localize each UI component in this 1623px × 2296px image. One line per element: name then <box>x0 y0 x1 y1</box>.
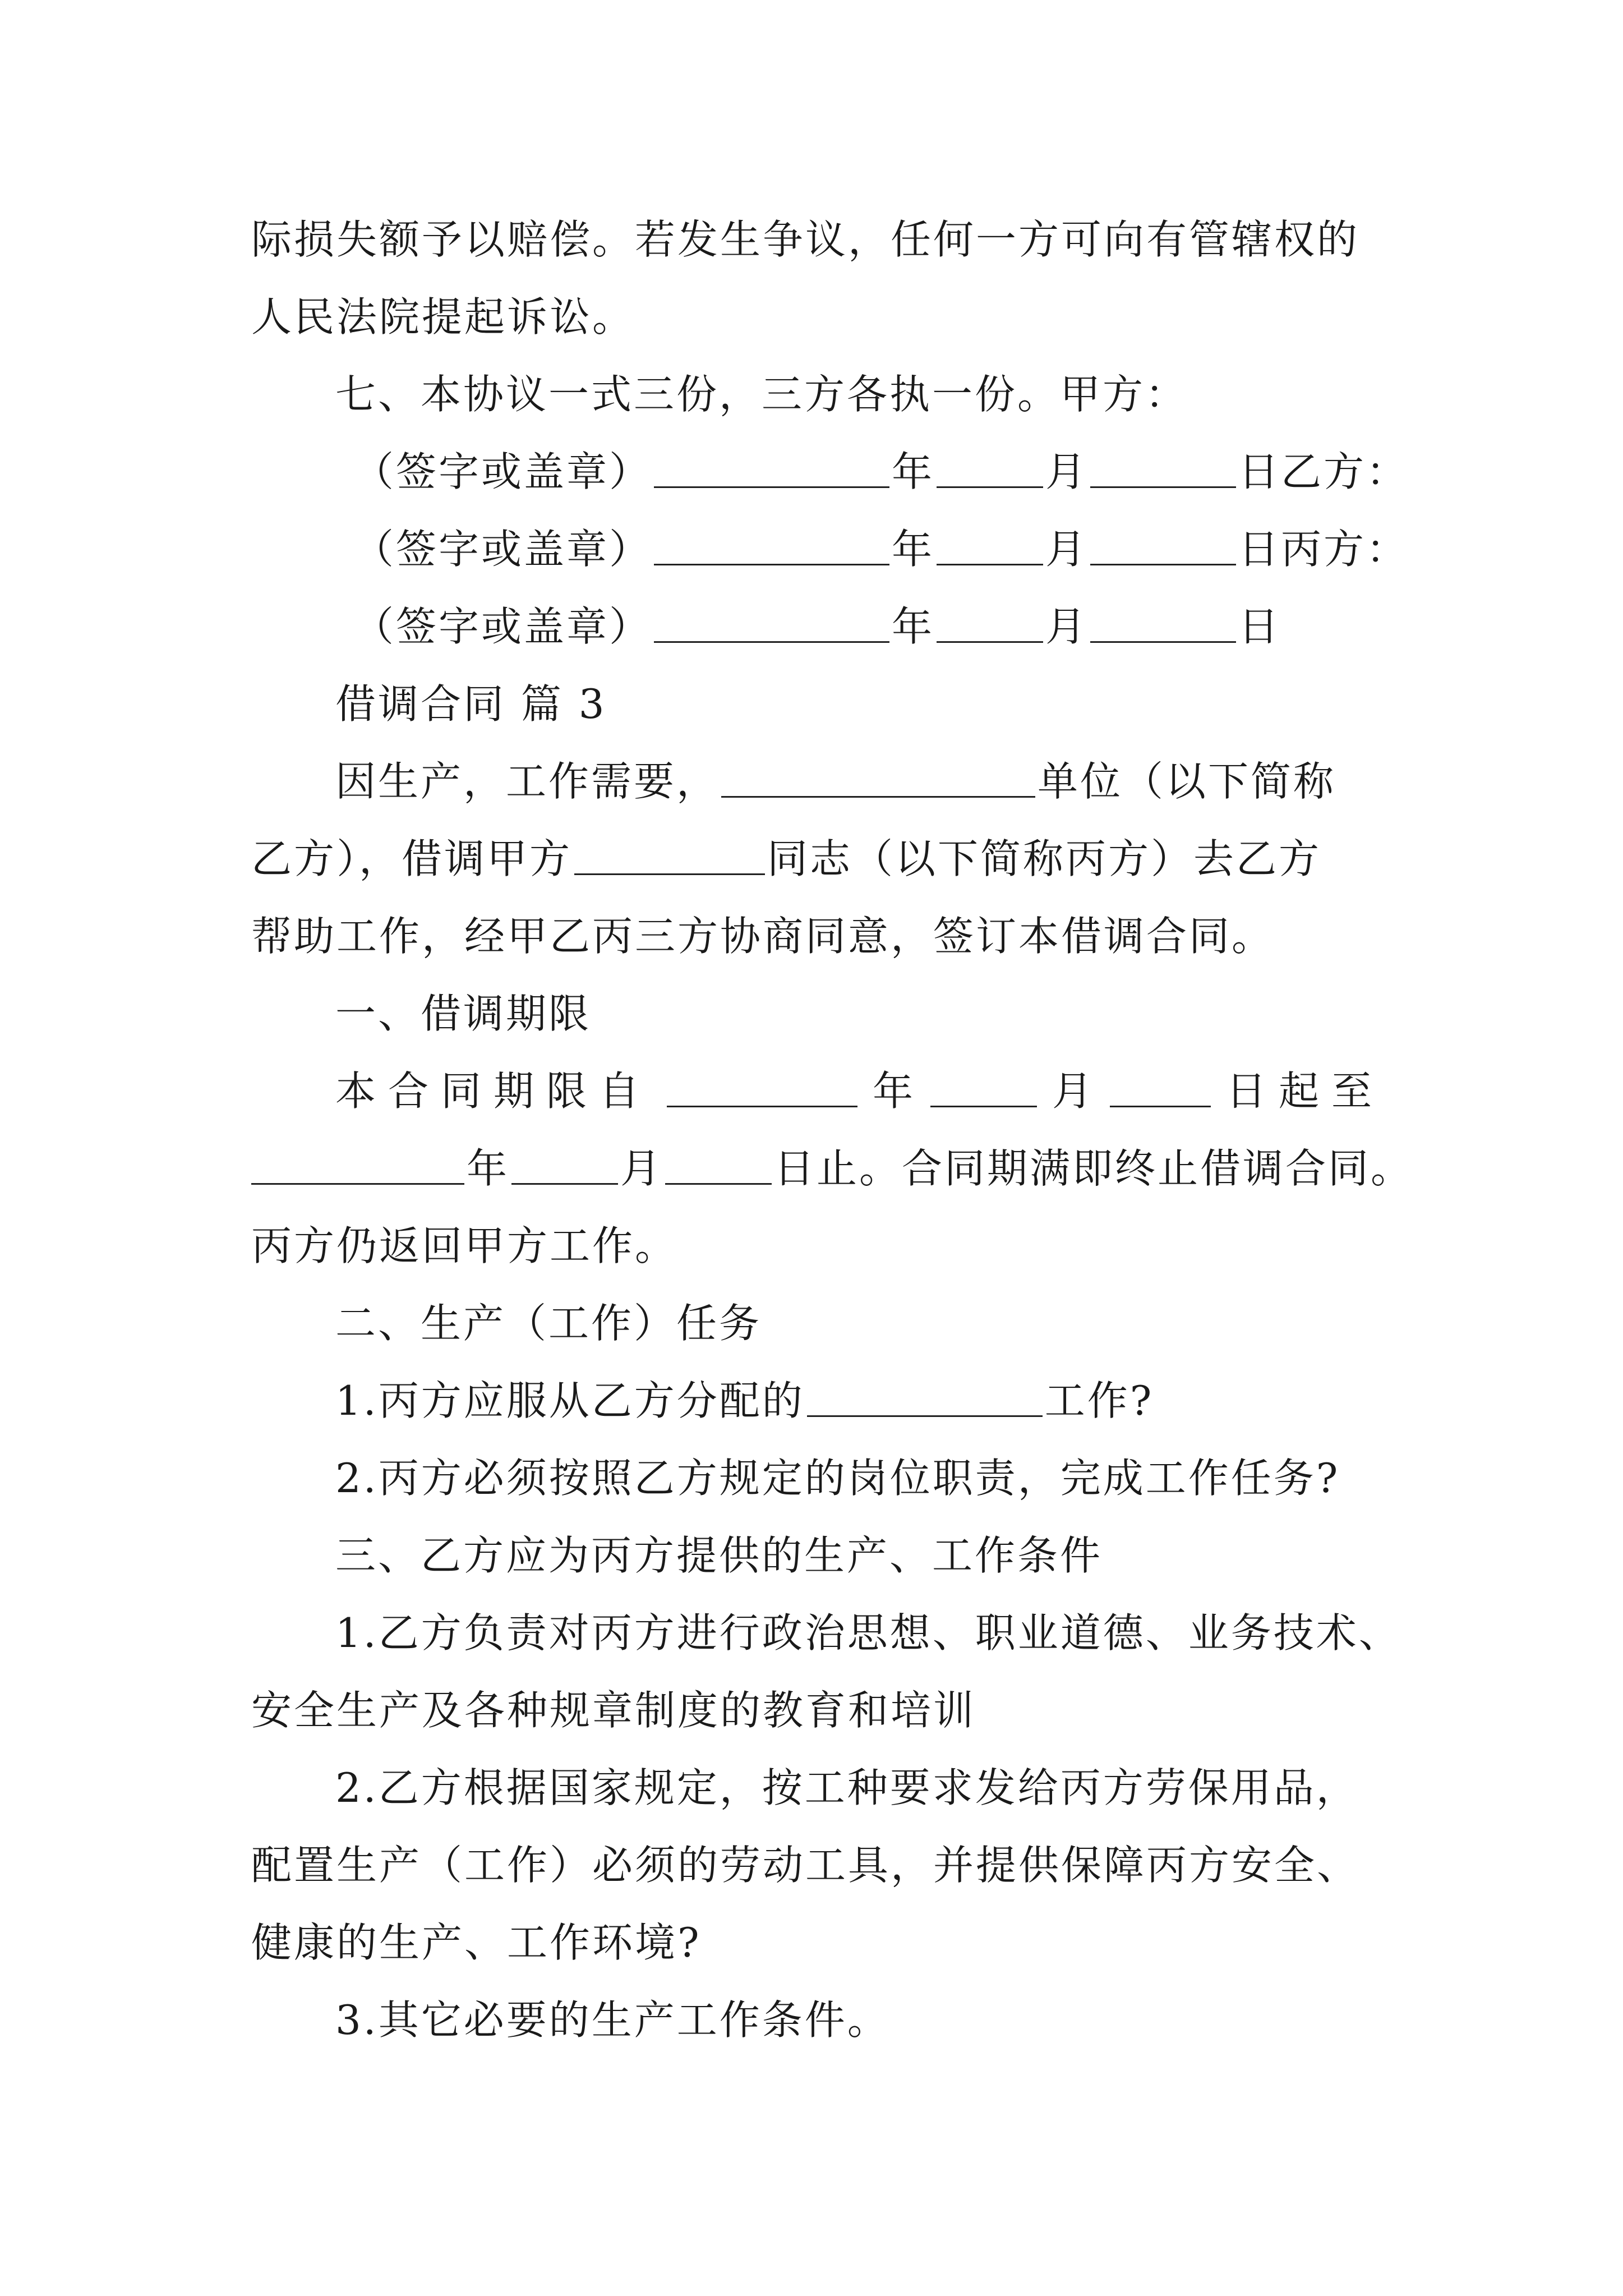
task-item <box>335 1373 1384 1429</box>
month-label: 月 <box>1045 448 1089 495</box>
paragraph-line <box>251 831 1384 887</box>
month-label: 月 <box>1045 603 1089 650</box>
condition-item: 1.乙方负责对丙方进行政治思想、职业道德、业务技术、 <box>335 1609 1401 1657</box>
clause-heading: 一、借调期限 <box>335 990 592 1037</box>
month-label: 月 <box>1045 526 1089 573</box>
year-blank <box>251 1140 464 1185</box>
day-blank <box>665 1140 772 1185</box>
signature-line-party-a <box>353 444 1409 500</box>
condition-item: 3.其它必要的生产工作条件。 <box>335 1996 890 2044</box>
year-label: 年 <box>892 448 935 495</box>
day-blank <box>1090 521 1236 565</box>
term-line <box>335 1063 1384 1119</box>
year-label: 年 <box>872 1068 915 1115</box>
month-blank <box>937 444 1043 488</box>
text-segment: 单位（以下简称 <box>1038 758 1336 805</box>
text-segment: 同志（以下简称丙方）去乙方 <box>767 835 1322 882</box>
term-line <box>251 1140 1414 1197</box>
year-label: 年 <box>467 1145 510 1192</box>
signature-line-party-b <box>353 521 1409 577</box>
sign-label: （签字或盖章） <box>353 526 652 573</box>
day-blank <box>1090 599 1236 643</box>
paragraph-line: 帮助工作，经甲乙丙三方协商同意，签订本借调合同。 <box>251 913 1275 960</box>
section-heading: 借调合同 篇 3 <box>335 680 607 728</box>
text-segment: 1.丙方应服从乙方分配的 <box>335 1377 805 1424</box>
paragraph-line: 健康的生产、工作环境? <box>251 1919 702 1966</box>
work-blank <box>807 1373 1043 1417</box>
month-label: 月 <box>620 1145 663 1192</box>
paragraph-line <box>335 753 1384 809</box>
text-segment: 因生产，工作需要， <box>335 758 720 805</box>
day-label: 日 <box>1238 603 1281 650</box>
month-blank <box>937 599 1043 643</box>
text-segment: 工作? <box>1044 1377 1154 1424</box>
clause-heading: 二、生产（工作）任务 <box>335 1300 762 1347</box>
paragraph-line: 配置生产（工作）必须的劳动工具，并提供保障丙方安全、 <box>251 1842 1360 1889</box>
signature-blank <box>654 444 889 488</box>
sign-label: （签字或盖章） <box>353 603 652 650</box>
paragraph-line: 人民法院提起诉讼。 <box>251 293 635 341</box>
party-b-label: 日乙方： <box>1238 448 1409 495</box>
paragraph-line: 际损失额予以赔偿。若发生争议，任何一方可向有管辖权的 <box>251 216 1360 263</box>
party-c-label: 日丙方： <box>1238 526 1409 573</box>
paragraph-line: 安全生产及各种规章制度的教育和培训 <box>251 1687 976 1734</box>
clause-seven: 七、本协议一式三份，三方各执一份。甲方： <box>335 371 1188 418</box>
day-blank <box>1110 1063 1211 1107</box>
name-blank <box>574 831 765 875</box>
text-segment: 日起至 <box>1225 1068 1384 1115</box>
year-label: 年 <box>892 603 935 650</box>
condition-item: 2.乙方根据国家规定，按工种要求发给丙方劳保用品， <box>335 1764 1359 1811</box>
signature-blank <box>654 599 889 643</box>
text-segment: 乙方），借调甲方 <box>251 835 573 882</box>
sign-label: （签字或盖章） <box>353 448 652 495</box>
signature-blank <box>654 521 889 565</box>
month-blank <box>930 1063 1037 1107</box>
month-label: 月 <box>1052 1068 1095 1115</box>
clause-heading: 三、乙方应为丙方提供的生产、工作条件 <box>335 1532 1103 1579</box>
task-item: 2.丙方必须按照乙方规定的岗位职责，完成工作任务? <box>335 1455 1340 1502</box>
unit-blank <box>721 753 1035 798</box>
year-blank <box>667 1063 857 1107</box>
year-label: 年 <box>892 526 935 573</box>
paragraph-line: 丙方仍返回甲方工作。 <box>251 1222 678 1269</box>
text-segment: 日止。合同期满即终止借调合同。 <box>774 1145 1414 1192</box>
month-blank <box>511 1140 618 1185</box>
text-segment: 本合同期限自 <box>335 1068 652 1115</box>
signature-line-party-c <box>353 599 1384 655</box>
month-blank <box>937 521 1043 565</box>
day-blank <box>1090 444 1236 488</box>
